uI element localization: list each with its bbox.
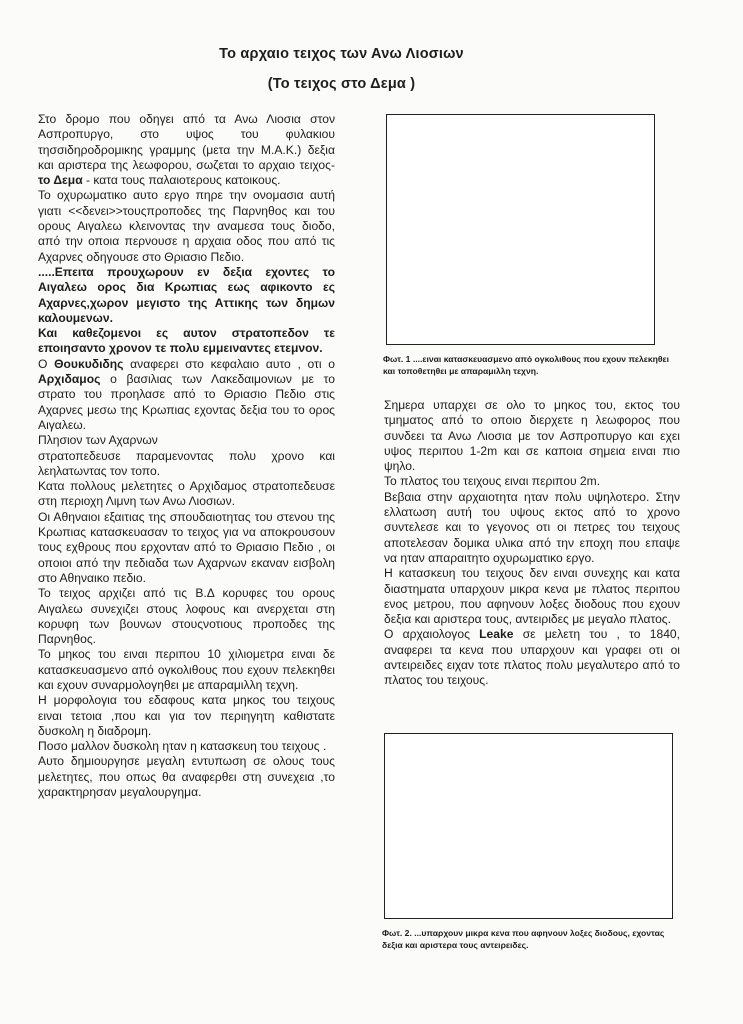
paragraph-antiquity: Βεβαια στην αρχαιοτητα ηταν πολυ υψηλοτερο. Στην ελλατωση αυτή του υψους εκτος από το χρονο συντελεσε και το γεγονος οτι οι πετρες του τειχους αποτελεσαν δομικα υλικα από την εποχη που επαψε να ηταν απαραιτητο οχυρωματικο εργο. [384, 489, 680, 565]
quote-thucydides-1: .....Επειτα προυχωρουν εν δεξια εχοντες το Αιγαλεω ορος δια Κρωπιας εως αφικοντο ες Αχαρνες,χωρον μεγιστο της Αττικης των δημων καλουμενων. [38, 264, 335, 325]
paragraph-researchers: Κατα πολλους μελετητες ο Αρχιδαμος στρατοπεδευσε στη περιοχη Λιμνη των Ανω Λιοσιων. [38, 479, 335, 509]
paragraph-impression: Αυτο δημιουργησε μεγαλη εντυπωση σε ολους τους μελετητες, που οπως θα αναφερθει στη συνεχεια ,το χαρακτηρησαν μεγαλουργημα. [38, 754, 335, 800]
photo-1-frame [386, 114, 655, 345]
leake-bold: Leake [479, 627, 514, 642]
paragraph-length: Το μηκος του ειναι περιπου 10 χιλιομετρα ειναι δε κατασκευασμενο από ογκολιθους που εχουν πελεκηθει και εχουν συναρμολογηθει με απαραμιλλη τεχνη. [38, 647, 335, 692]
paragraph-athenians: Οι Αθηναιοι εξαιτιας της σπουδαιοτητας του στενου της Κρωπιας κατασκευασαν το τειχος για να αποκρουσουν τους εχθρους που ερχονταν από το Θριασιο Πεδιο , οι οποιοι από την πεδιαδα των Αχαρνων εκαναν εισβολη στο Αθηναικο πεδιο. [38, 509, 335, 585]
photo-2-caption: Φωτ. 2. ...υπαρχουν μικρα κενα που αφηνουν λοξες διοδους, εχοντας δεξια και αριστερα τους αντειρειδες. [382, 928, 665, 950]
paragraph-camp: στρατοπεδευσε παραμενοντας πολυ χρονο και λεηλατωντας τον τοπο. [38, 448, 335, 478]
paragraph-difficulty: Ποσο μαλλον δυσκολη ηταν η κατασκευη του τειχους . [38, 739, 327, 754]
photo-2-frame [384, 733, 673, 919]
page-title: Το αρχαιο τειχος των Ανω Λιοσιων [219, 46, 464, 62]
right-column [384, 398, 680, 689]
dema-bold: το Δεμα [38, 173, 83, 188]
page-subtitle: (Το τειχος στο Δεμα ) [267, 76, 416, 92]
archidamos-bold: Αρχιδαμος [38, 372, 101, 387]
paragraph-thucydides: Ο Θουκυδιδης αναφερει στο κεφαλαιο αυτο , οτι ο Αρχιδαμος ο βασιλιας των Λακεδαιμονιων με το στρατο του προηλασε από το Θριασιο Πεδιο στις Αχαρνες μεσω της Κρωπιας εχοντας δεξια του το ορος Αιγαλεω. [38, 356, 335, 432]
paragraph-acharnes: Πλησιον των Αχαρνων [38, 433, 158, 448]
paragraph-name-origin: Το οχυρωματικο αυτο εργο πηρε την ονομασια αυτή γιατι <<δενει>>τουςπροποδες της Παρνηθος και του ορους Αιγαλεω κλεινοντας την αναμεσα τους διοδο, από την οποια περνουσε η αρχαια οδος που από τις Αχαρνες οδηγουσε στο Θριασιο Πεδιο. [38, 188, 335, 264]
left-column [38, 112, 335, 800]
paragraph-width: Το πλατος του τειχους ειναι περιπου 2m. [384, 474, 601, 489]
paragraph-leake: Ο αρχαιολογος Leake σε μελετη του , το 1840, αναφερει τα κενα που υπαρχουν και γραφει οτι οι αντειρειδες ειχαν τοτε πλατος πολυ μεγαλυτερο από το πλατος του τειχους. [384, 627, 681, 688]
paragraph-intro: Στο δρομο που οδηγει από τα Ανω Λιοσια στον Ασπροπυργο, στο υψος του φυλακιου τησσιδηροδρομικης γραμμης (μετα την Μ.Α.Κ.) δεξια και αριστερα της λεωφορου, σωζεται το αρχαιο τειχος- το Δεμα - κατα τους παλαιοτερους κατοικους. [38, 112, 335, 188]
quote-thucydides-2: Και καθεζομενοι ες αυτον στρατοπεδον τε εποιησαντο χρονον τε πολυ εμμειναντες ετεμνον. [38, 326, 335, 356]
photo-1-caption: Φωτ. 1 ....ειναι κατασκευασμενο από ογκολιθους που εχουν πελεκηθει και τοποθετηθει με απαραμιλλη τεχνη. [383, 354, 670, 376]
paragraph-route: Το τειχος αρχιζει από τις Β.Δ κορυφες του ορους Αιγαλεω συνεχιζει στους λοφους και ανερχεται στη κορυφη των βουνων στουςνοτιους προποδες της Παρνηθος. [38, 586, 335, 647]
thucydides-bold: Θουκυδιδης [54, 356, 124, 371]
paragraph-terrain: Η μορφολογια του εδαφους κατα μηκος του τειχους ειναι τετοια ,που και για τον περιηγητη καθιστατε δυσκολη η διαδρομη. [38, 693, 335, 738]
paragraph-today: Σημερα υπαρχει σε ολο το μηκος του, εκτος του τμηματος από το οποιο διερχετε η λεωφορος που συνδεει τα Ανω Λιοσια με τον Ασπροπυργο και εχει υψος περιπου 1-2m και σε καποια σημεια ειναι πιο ψηλο. [384, 398, 680, 474]
paragraph-gaps: Η κατασκευη του τειχους δεν ειναι συνεχης και κατα διαστηματα υπαρχουν μικρα κενα με πλατος περιπου ενος μετρου, που αφηνουν λοξες διοδους που εχουν δεξια και αριστερα τους, αντειριδες με μεγαλο πλατος. [384, 566, 680, 627]
